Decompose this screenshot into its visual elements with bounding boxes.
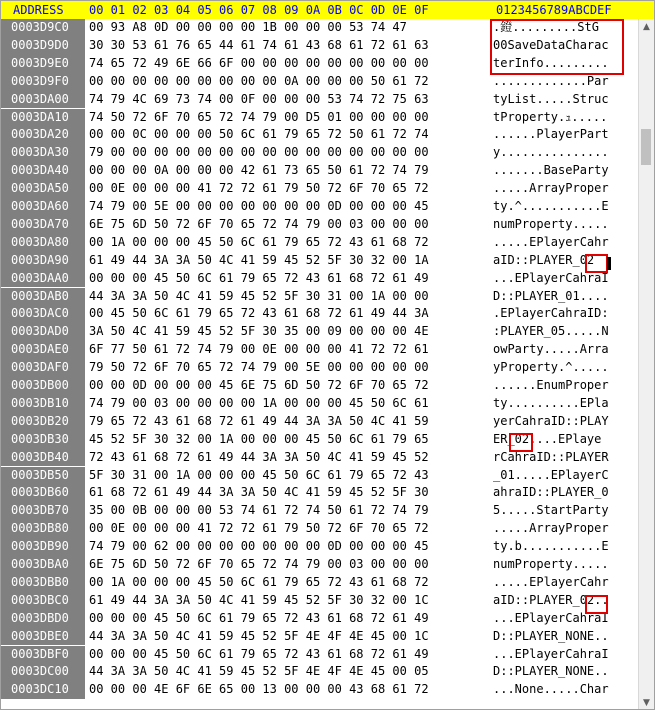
row-address: 0003DBE0 [1,628,85,646]
row-address: 0003DA00 [1,91,85,109]
row-address: 0003DB40 [1,449,85,467]
row-address: 0003DC10 [1,681,85,699]
row-address: 0003DA20 [1,126,85,144]
row-hex-bytes[interactable]: 44 3A 3A 50 4C 41 59 45 52 5F 30 31 00 1A 00 00 [89,288,429,303]
hex-row[interactable] [1,198,641,216]
hex-row[interactable] [1,484,641,502]
row-hex-bytes[interactable]: 00 0E 00 00 00 41 72 72 61 79 50 72 6F 70 65 72 [89,181,429,196]
row-ascii[interactable]: yProperty.^..... [493,360,609,375]
hex-row[interactable] [1,234,641,252]
row-address: 0003DB80 [1,520,85,538]
row-hex-bytes[interactable]: 00 00 0C 00 00 00 50 6C 61 79 65 72 50 61 72 74 [89,127,429,142]
hex-row[interactable] [1,73,641,91]
hex-row[interactable] [1,162,641,180]
hex-row[interactable] [1,109,641,127]
row-address: 0003DA80 [1,234,85,252]
hex-row[interactable] [1,663,641,681]
row-ascii[interactable]: ...EPlayerCahraI [493,646,609,661]
row-address: 0003DAA0 [1,270,85,288]
row-ascii[interactable]: .....ArrayProper [493,181,609,196]
hex-row[interactable] [1,377,641,395]
row-hex-bytes[interactable]: 00 00 00 0A 00 00 00 42 61 73 65 50 61 72 74 79 [89,163,429,178]
row-hex-bytes[interactable]: 00 45 50 6C 61 79 65 72 43 61 68 72 61 49 44 3A [89,306,429,321]
row-hex-bytes[interactable]: 61 49 44 3A 3A 50 4C 41 59 45 52 5F 30 32 00 1C [89,592,429,607]
hex-row[interactable] [1,413,641,431]
row-hex-bytes[interactable]: 74 50 72 6F 70 65 72 74 79 00 D5 01 00 00 00 00 [89,109,429,124]
row-address: 0003D9E0 [1,55,85,73]
row-hex-bytes[interactable]: 74 79 4C 69 73 74 00 0F 00 00 00 53 74 72 75 63 [89,91,429,106]
row-address: 0003DAF0 [1,359,85,377]
row-address: 0003DB30 [1,431,85,449]
hex-row[interactable] [1,305,641,323]
row-hex-bytes[interactable]: 00 00 00 45 50 6C 61 79 65 72 43 61 68 72 61 49 [89,610,429,625]
hex-dump-body[interactable] [1,19,641,710]
hex-row[interactable] [1,91,641,109]
row-ascii[interactable]: aID::PLAYER_02 [493,252,595,267]
row-ascii[interactable]: D::PLAYER_01.... [493,288,609,303]
row-hex-bytes[interactable]: 74 79 00 03 00 00 00 00 1A 00 00 00 45 50 6C 61 [89,395,429,410]
row-ascii[interactable]: ...None.....Char [493,682,609,697]
row-ascii[interactable]: .......BaseParty [493,163,609,178]
row-ascii[interactable]: tProperty.ｭ..... [493,109,608,124]
row-address: 0003DB00 [1,377,85,395]
row-address: 0003DAB0 [1,288,85,306]
scroll-up-icon[interactable]: ▲ [643,22,650,32]
row-ascii[interactable]: .鐙.........StG [493,20,599,34]
row-ascii[interactable]: owParty.....Arra [493,342,609,357]
byte-columns-header: 00 01 02 03 04 05 06 07 08 09 0A 0B 0C 0D 0E 0F [89,3,429,17]
row-ascii[interactable]: :PLAYER_05.....N [493,324,609,339]
hex-row[interactable] [1,574,641,592]
hex-row[interactable] [1,628,641,646]
row-address: 0003D9C0 [1,19,85,37]
hex-row[interactable] [1,681,641,699]
row-address: 0003DB10 [1,395,85,413]
row-address: 0003DA50 [1,180,85,198]
row-ascii[interactable]: ......PlayerPart [493,127,609,142]
row-address: 0003DA60 [1,198,85,216]
hex-row[interactable] [1,144,641,162]
row-ascii[interactable]: ty.b...........E [493,539,609,554]
vertical-scrollbar[interactable] [638,19,654,710]
row-hex-bytes[interactable]: 35 00 0B 00 00 00 53 74 61 72 74 50 61 72 74 79 [89,503,429,518]
hex-row[interactable] [1,270,641,288]
row-ascii[interactable]: .....EPlayerCahr [493,234,609,249]
row-hex-bytes[interactable]: 79 65 72 43 61 68 72 61 49 44 3A 3A 50 4C 41 59 [89,413,429,428]
hex-row[interactable] [1,538,641,556]
row-ascii[interactable]: ty..........EPla [493,395,609,410]
hex-row[interactable] [1,180,641,198]
row-ascii[interactable]: .............Par [493,73,609,88]
row-hex-bytes[interactable]: 6F 77 50 61 72 74 79 00 0E 00 00 00 41 72 72 61 [89,342,429,357]
row-address: 0003DBD0 [1,610,85,628]
hex-row[interactable] [1,359,641,377]
hex-row[interactable] [1,556,641,574]
row-ascii[interactable]: numProperty..... [493,216,609,231]
text-caret [607,257,611,270]
row-ascii[interactable]: ......EnumProper [493,378,609,392]
row-hex-bytes[interactable]: 61 49 44 3A 3A 50 4C 41 59 45 52 5F 30 32 00 1A [89,252,429,267]
row-address: 0003DBF0 [1,646,85,664]
hex-row[interactable] [1,502,641,520]
highlight-box-player02-2 [510,434,532,451]
hex-row[interactable] [1,126,641,144]
row-address: 0003DA90 [1,252,85,270]
row-address: 0003D9F0 [1,73,85,91]
row-address: 0003DA40 [1,162,85,180]
hex-row[interactable] [1,520,641,538]
row-ascii[interactable]: terInfo......... [493,55,609,70]
row-address: 0003DB70 [1,502,85,520]
row-hex-bytes[interactable]: 00 00 00 45 50 6C 61 79 65 72 43 61 68 72 61 49 [89,646,429,661]
hex-row[interactable] [1,288,641,306]
row-ascii[interactable]: 5.....StartParty [493,503,609,518]
row-address: 0003DAC0 [1,305,85,323]
row-hex-bytes[interactable]: 5F 30 31 00 1A 00 00 00 45 50 6C 61 79 65 72 43 [89,467,429,482]
row-address: 0003DAE0 [1,341,85,359]
row-address: 0003DA70 [1,216,85,234]
hex-row[interactable] [1,395,641,413]
row-ascii[interactable]: .EPlayerCahraID: [493,306,609,321]
hex-row[interactable] [1,323,641,341]
hex-row[interactable] [1,431,641,449]
row-ascii[interactable]: rCahraID::PLAYER [493,449,609,464]
row-ascii[interactable]: D::PLAYER_NONE.. [493,664,609,679]
row-address: 0003DAD0 [1,323,85,341]
row-address: 0003DBA0 [1,556,85,574]
hex-row[interactable] [1,646,641,664]
hex-row[interactable] [1,252,641,270]
row-hex-bytes[interactable]: 61 68 72 61 49 44 3A 3A 50 4C 41 59 45 52 5F 30 [89,485,429,500]
hex-row[interactable] [1,592,641,610]
row-ascii[interactable]: yerCahraID::PLAY [493,413,609,428]
row-hex-bytes[interactable]: 79 00 00 00 00 00 00 00 00 00 00 00 00 00 00 00 [89,145,429,160]
row-ascii[interactable]: numProperty..... [493,557,609,571]
row-address: 0003DC00 [1,663,85,681]
hex-row[interactable] [1,449,641,467]
row-ascii[interactable]: .....ArrayProper [493,521,609,536]
row-address: 0003D9D0 [1,37,85,55]
row-hex-bytes[interactable]: 00 1A 00 00 00 45 50 6C 61 79 65 72 43 61 68 72 [89,574,429,589]
row-hex-bytes[interactable]: 00 00 00 45 50 6C 61 79 65 72 43 61 68 72 61 49 [89,270,429,285]
row-hex-bytes[interactable]: 00 0E 00 00 00 41 72 72 61 79 50 72 6F 70 65 72 [89,521,429,536]
row-hex-bytes[interactable]: 3A 50 4C 41 59 45 52 5F 30 35 00 09 00 00 00 4E [89,324,429,339]
row-hex-bytes[interactable]: 44 3A 3A 50 4C 41 59 45 52 5F 4E 4F 4E 45 00 05 [89,664,429,679]
row-address: 0003DB20 [1,413,85,431]
hex-row[interactable] [1,610,641,628]
row-ascii[interactable]: ty.^...........E [493,199,609,213]
row-hex-bytes[interactable]: 00 93 A8 0D 00 00 00 00 1B 00 00 00 53 74 47 [89,20,407,34]
row-hex-bytes[interactable]: 00 00 00 00 00 00 00 00 00 0A 00 00 00 50 61 72 [89,73,429,88]
row-address: 0003DBB0 [1,574,85,592]
row-hex-bytes[interactable]: 74 79 00 62 00 00 00 00 00 00 00 0D 00 00 00 45 [89,539,429,554]
row-ascii[interactable]: ...EPlayerCahraI [493,610,609,625]
row-ascii[interactable]: _01.....EPlayerC [493,467,609,482]
row-ascii[interactable]: ...EPlayerCahraI [493,270,609,285]
column-header [1,1,655,19]
row-ascii[interactable]: .....EPlayerCahr [493,574,609,589]
address-header: ADDRESS [13,3,64,17]
row-address: 0003DA30 [1,144,85,162]
hex-row[interactable] [1,467,641,485]
row-hex-bytes[interactable]: 74 79 00 5E 00 00 00 00 00 00 00 0D 00 00 00 45 [89,199,429,213]
row-hex-bytes[interactable]: 30 30 53 61 76 65 44 61 74 61 43 68 61 72 61 63 [89,37,429,52]
row-ascii[interactable]: tyList.....Struc [493,91,609,106]
row-ascii[interactable]: ER_02....EPlaye [493,431,602,446]
row-ascii[interactable]: 00SaveDataCharac [493,37,609,52]
row-ascii[interactable]: aID::PLAYER_02.. [493,592,609,607]
row-hex-bytes[interactable]: 74 65 72 49 6E 66 6F 00 00 00 00 00 00 00 00 00 [89,55,429,70]
row-address: 0003DBC0 [1,592,85,610]
row-hex-bytes[interactable]: 45 52 5F 30 32 00 1A 00 00 00 45 50 6C 61 79 65 [89,431,429,446]
row-ascii[interactable]: D::PLAYER_NONE.. [493,628,609,643]
hex-row[interactable] [1,341,641,359]
row-hex-bytes[interactable]: 72 43 61 68 72 61 49 44 3A 3A 50 4C 41 59 45 52 [89,449,429,464]
row-address: 0003DB60 [1,484,85,502]
row-hex-bytes[interactable]: 44 3A 3A 50 4C 41 59 45 52 5F 4E 4F 4E 45 00 1C [89,628,429,643]
row-address: 0003DB50 [1,467,85,485]
row-hex-bytes[interactable]: 6E 75 6D 50 72 6F 70 65 72 74 79 00 03 00 00 00 [89,557,429,571]
row-address: 0003DA10 [1,109,85,127]
row-hex-bytes[interactable]: 00 1A 00 00 00 45 50 6C 61 79 65 72 43 61 68 72 [89,234,429,249]
highlight-box-savedata [491,20,623,74]
highlight-box-player02-1 [586,255,607,272]
scroll-thumb[interactable] [641,129,651,165]
row-ascii[interactable]: ahraID::PLAYER_0 [493,485,609,500]
highlight-box-player02-3 [586,596,607,613]
row-hex-bytes[interactable]: 00 00 0D 00 00 00 45 6E 75 6D 50 72 6F 70 65 72 [89,378,429,392]
scroll-down-icon[interactable]: ▼ [643,698,650,708]
row-hex-bytes[interactable]: 6E 75 6D 50 72 6F 70 65 72 74 79 00 03 00 00 00 [89,216,429,231]
row-address: 0003DB90 [1,538,85,556]
hex-row[interactable] [1,216,641,234]
row-hex-bytes[interactable]: 79 50 72 6F 70 65 72 74 79 00 5E 00 00 00 00 00 [89,360,429,375]
ascii-header: 0123456789ABCDEF [496,3,612,17]
row-ascii[interactable]: y............... [493,145,609,160]
row-hex-bytes[interactable]: 00 00 00 4E 6F 6E 65 00 13 00 00 00 43 68 61 72 [89,682,429,697]
